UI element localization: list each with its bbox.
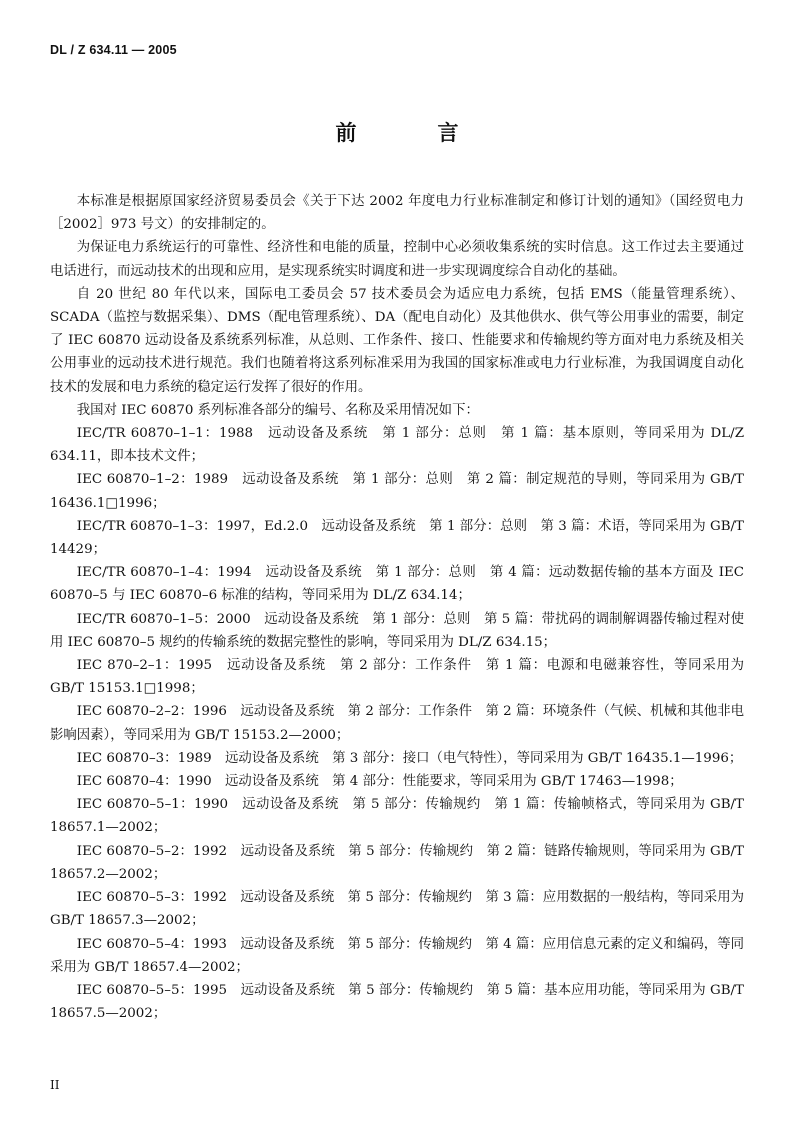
standard-list-item: IEC 870–2–1：1995 远动设备及系统 第 2 部分：工作条件 第 1 篇：电源和电磁兼容性，等同采用为 GB/T 15153.1□1998； xyxy=(50,658,744,697)
standard-list-item: IEC 60870–5–1：1990 远动设备及系统 第 5 部分：传输规约 第 1 篇：传输帧格式，等同采用为 GB/T 18657.1—2002； xyxy=(50,797,744,836)
standard-list-item: IEC 60870–5–5：1995 远动设备及系统 第 5 部分：传输规约 第 5 篇：基本应用功能，等同采用为 GB/T 18657.5—2002； xyxy=(50,982,744,1022)
standard-list-item: IEC 60870–2–2：1996 远动设备及系统 第 2 部分：工作条件 第 2 篇：环境条件（气候、机械和其他非电影响因素），等同采用为 GB/T 15153.2—2000； xyxy=(50,704,744,743)
standard-list-item: IEC/TR 60870–1–5：2000 远动设备及系统 第 1 部分：总则 第 5 篇：带扰码的调制解调器传输过程对使用 IEC 60870–5 规约的传输系统的数据完整性的影响，等同采用为 DL/Z 634.15； xyxy=(50,611,744,650)
standard-list-item: IEC 60870–5–3：1992 远动设备及系统 第 5 部分：传输规约 第 3 篇：应用数据的一般结构，等同采用为 GB/T 18657.3—2002； xyxy=(50,890,744,929)
document-code-header: DL / Z 634.11 — 2005 xyxy=(50,43,177,57)
standard-list-item: IEC 60870–5–4：1993 远动设备及系统 第 5 部分：传输规约 第 4 篇：应用信息元素的定义和编码，等同采用为 GB/T 18657.4—2002； xyxy=(50,936,744,975)
paragraph: 为保证电力系统运行的可靠性、经济性和电能的质量，控制中心必须收集系统的实时信息。这工作过去主要通过电话进行，而远动技术的出现和应用，是实现系统实时调度和进一步实现调度综合自动化的基础。 xyxy=(50,240,744,279)
standard-list-item: IEC 60870–5–2：1992 远动设备及系统 第 5 部分：传输规约 第 2 篇：链路传输规则，等同采用为 GB/T 18657.2—2002； xyxy=(50,843,744,882)
standard-list-item: IEC 60870–3：1989 远动设备及系统 第 3 部分：接口（电气特性），等同采用为 GB/T 16435.1—1996； xyxy=(76,750,743,766)
page-number: II xyxy=(50,1078,60,1092)
paragraph: 本标准是根据原国家经济贸易委员会《关于下达 2002 年度电力行业标准制定和修订计划的通知》（国经贸电力［2002］973 号文）的安排制定的。 xyxy=(50,194,744,233)
paragraph: 我国对 IEC 60870 系列标准各部分的编号、名称及采用情况如下： xyxy=(76,402,479,418)
standard-list-item: IEC/TR 60870–1–3：1997，Ed.2.0 远动设备及系统 第 1 部分：总则 第 3 篇：术语，等同采用为 GB/T 14429； xyxy=(50,518,744,558)
paragraph: 自 20 世纪 80 年代以来，国际电工委员会 57 技术委员会为适应电力系统，包括 EMS（能量管理系统）、SCADA（监控与数据采集）、DMS（配电管理系统）、DA（配电自动化）及其他供水、供气等公用事业的需要，制定了 IEC 60870 远动设备及系统系列标准，从总则、工作条件、接口、性能要求和传输规约等方面对电力系统及相关公用事业的远动技术进行规范。我们也随着将这系列标准采用为我国的国家标准或电力行业标准，为我国调度自动化技术的发展和电力系统的稳定运行发挥了很好的作用。 xyxy=(50,286,744,395)
standard-list-item: IEC/TR 60870–1–1：1988 远动设备及系统 第 1 部分：总则 第 1 篇：基本原则，等同采用为 DL/Z 634.11，即本技术文件； xyxy=(50,426,744,465)
standard-list-item: IEC 60870–1–2：1989 远动设备及系统 第 1 部分：总则 第 2 篇：制定规范的导则，等同采用为 GB/T 16436.1□1996； xyxy=(50,472,744,511)
standard-list-item: IEC/TR 60870–1–4：1994 远动设备及系统 第 1 部分：总则 第 4 篇：远动数据传输的基本方面及 IEC 60870–5 与 IEC 60870–6 标准的结构，等同采用为 DL/Z 634.14； xyxy=(50,565,744,604)
preface-body xyxy=(50,190,744,1025)
page-title: 前 言 xyxy=(335,120,489,145)
standard-list-item: IEC 60870–4：1990 远动设备及系统 第 4 部分：性能要求，等同采用为 GB/T 17463—1998； xyxy=(76,774,683,790)
